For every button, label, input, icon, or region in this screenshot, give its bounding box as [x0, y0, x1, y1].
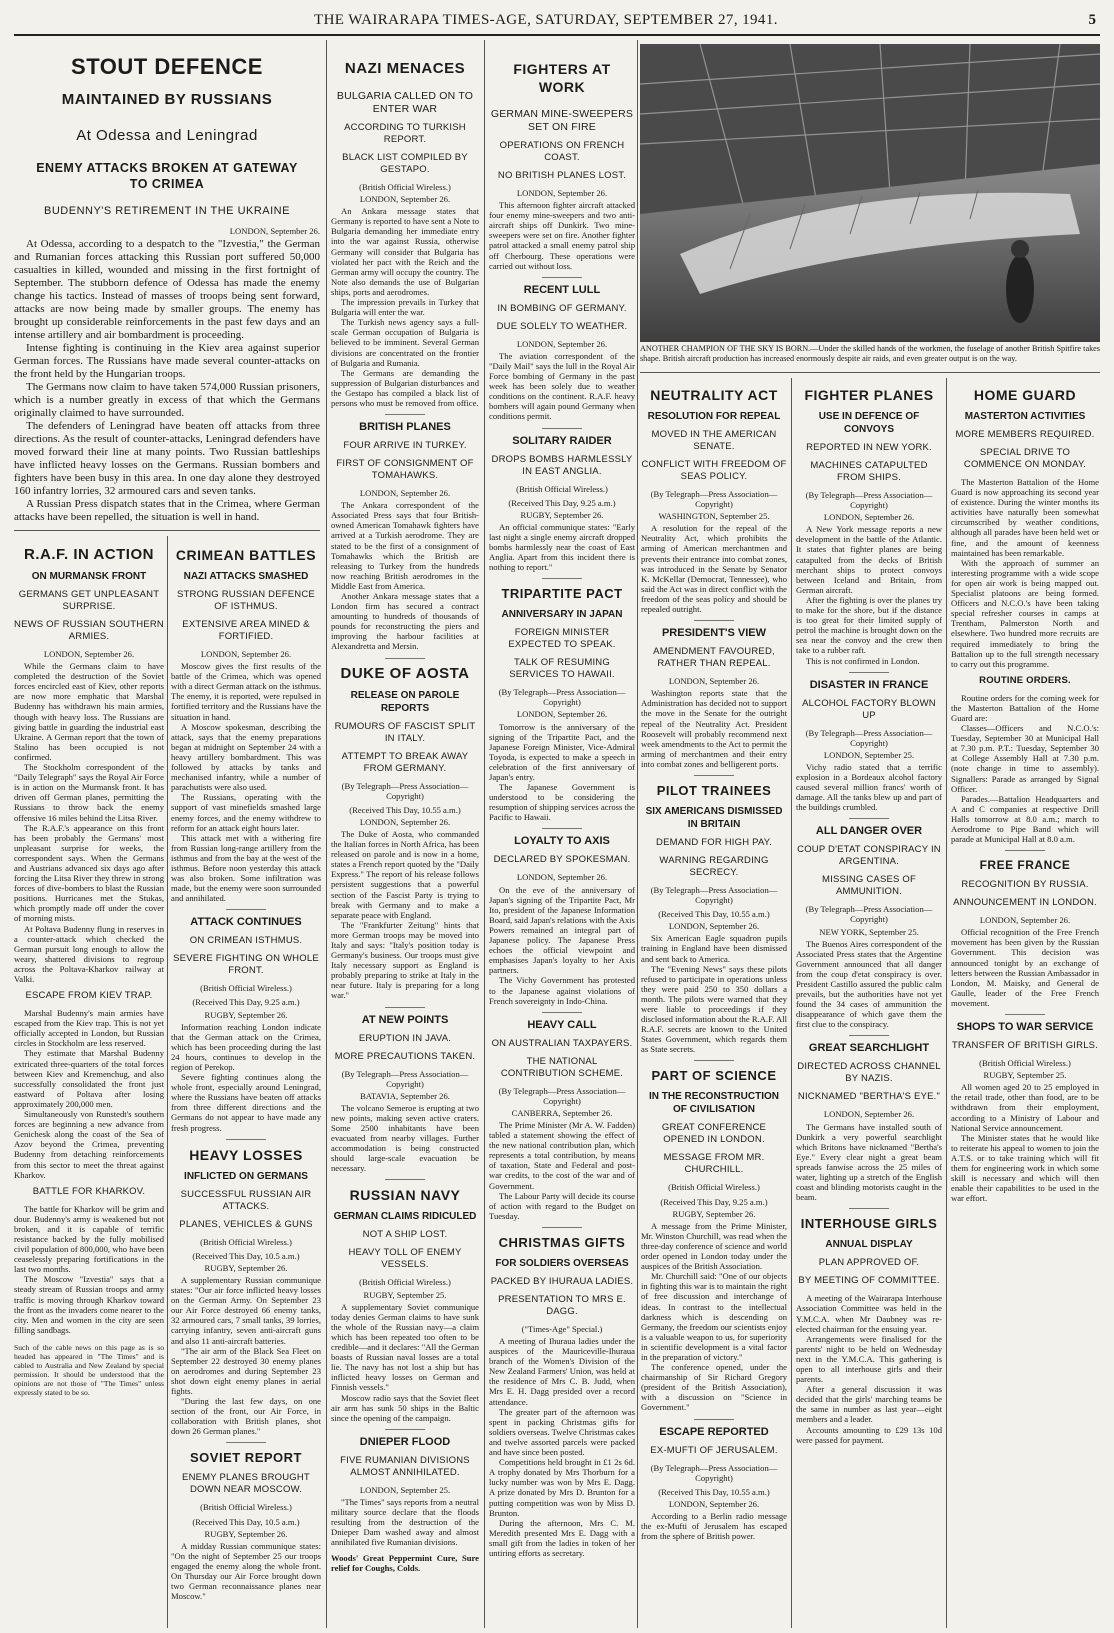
dateline: LONDON, September 26. — [43, 649, 135, 659]
paragraph: Arrangements were finalised for the parents' night to be held on Wednesday next in the Y.M.C.A. This gathering is open to all interhouse girls and their parents. — [796, 1333, 942, 1385]
paragraph: At Odessa, according to a despatch to the "Izvestia," the German and Rumanian forces attacking this Russian port suffered 50,000 casualties in killed, wounded and missing in the first fortnight of September. The stubborn defence of Odessa has made the enemy change his tactics. Instead of masses of troops being sent forward, attacks are now being made by smaller groups. The enemy has brought up considerable reinforcements in the past few days and an intense artillery and air bombardment is proceeding. — [14, 238, 320, 342]
headline: DISASTER IN FRANCE — [809, 678, 929, 691]
paragraph: A supplementary Russian communique states: "Our air force inflicted heavy losses on the German Army. On September 23 our Air Force destroyed 66 enemy tanks, 32 armoured cars, 7 small tanks, 39 lorries, carrying infantry, seven anti-aircraft guns and also 11 anti-aircraft batteries. — [171, 1274, 321, 1346]
subheadline: MORE PRECAUTIONS TAKEN. — [334, 1050, 476, 1062]
article-crimean-battles — [171, 536, 321, 1628]
subheadline: RELEASE ON PAROLE REPORTS — [350, 689, 460, 714]
subheadline: BULGARIA CALLED ON TO ENTER WAR — [336, 90, 474, 115]
dateline: NEW YORK, September 25. — [819, 926, 919, 937]
paragraph: Moscow gives the first results of the battle of the Crimea, which was opened with a direct German attack on the isthmus. The enemy, it is reported, were repulsed in fortified territory and the Russians have the situation in hand. — [171, 661, 321, 722]
paragraph: Tomorrow is the anniversary of the signing of the Tripartite Pact, and the Japanese Foreign Minister, Vice-Admiral Toyoda, is expected to make a speech in celebration of the first anniversary of Japan's entry. — [489, 721, 635, 782]
headline: NAZI MENACES — [344, 60, 466, 77]
headline: RUSSIAN NAVY — [349, 1187, 461, 1204]
dateline: RUGBY, September 26. — [204, 1528, 288, 1539]
paragraph: The Germans are demanding the suppression of Bulgarian disturbances and the Gestapo has compiled a black list of persons who must be removed from office. — [331, 367, 479, 408]
headline: ATTACK CONTINUES — [190, 916, 302, 929]
paragraph: The Germans now claim to have taken 574,000 Russian prisoners, which is a number greatly in excess of that which the Germans originally claimed to have surrounded. — [14, 381, 320, 420]
dateline: RUGBY, September 26. — [204, 1262, 288, 1273]
byline: (British Official Wireless.) — [359, 1277, 451, 1288]
headline: GREAT SEARCHLIGHT — [808, 1042, 930, 1055]
article-fighter-planes — [796, 378, 942, 1628]
headline: DUKE OF AOSTA — [340, 664, 470, 682]
subheadline: DECLARED BY SPOKESMAN. — [493, 854, 631, 866]
article-raf-in-action — [14, 536, 164, 1628]
subheadline: STRONG RUSSIAN DEFENCE OF ISTHMUS. — [177, 589, 315, 612]
paragraph: Intense fighting is continuing in the Kiev area against superior German forces. The Russians have made several counter-attacks on the front held by the Hungarian troops. — [14, 342, 320, 381]
subheadline: NEWS OF RUSSIAN SOUTHERN ARMIES. — [14, 619, 164, 642]
paragraph: Severe fighting continues along the whole front, especially around Leningrad, where the Russians have beaten off attacks from three different directions and the Germans do not appear to have made any fresh progress. — [171, 1072, 321, 1133]
divider — [849, 1035, 889, 1036]
paragraph: Six American Eagle squadron pupils training in England have been dismissed and sent back to America. — [641, 933, 787, 964]
subheadline: FOR SOLDIERS OVERSEAS — [495, 1257, 629, 1269]
divider — [542, 1227, 582, 1228]
subheadline: DROPS BOMBS HARMLESSLY IN EAST ANGLIA. — [491, 453, 633, 477]
column-rule — [637, 40, 638, 1628]
byline: (Received This Day, 10.55 a.m.) — [658, 1486, 770, 1497]
paragraph: The Japanese Government is understood to be considering the resumption of shipping services across the Pacific to Hawaii. — [489, 782, 635, 823]
subheadline: FIVE RUMANIAN DIVISIONS ALMOST ANNIHILATED. — [340, 1454, 470, 1478]
paragraph: "The Times" says reports from a neutral military source declare that the floods resulting from the destruction of the Dnieper Dam washed away and almost annihilated five Rumanian divisions. — [331, 1496, 479, 1548]
paragraph: After a general discussion it was decided that the girls' marching teams be the same in number as last year—eight members and a leader. — [796, 1384, 942, 1425]
divider — [542, 1012, 582, 1013]
paragraph: A meeting of the Wairarapa Interhouse Association Committee was held in the Y.M.C.A. when Mr Daubney was re-elected chairman for the ensuing year. — [796, 1293, 942, 1334]
subheadline: OPERATIONS ON FRENCH COAST. — [499, 140, 625, 163]
divider — [694, 620, 734, 621]
paragraph: A resolution for the repeal of the Neutrality Act, which prohibits the arming of American merchantmen and prevents their entrance into combat zones, was introduced in the Senate by Senator K. McKellar (Democrat, Tennessee), who said the Act was in direct conflict with the freedom of the seas policy and should be repealed outright. — [641, 523, 787, 615]
subheadline: BATTLE FOR KHARKOV. — [32, 1185, 146, 1197]
divider — [694, 1419, 734, 1420]
divider — [1005, 1014, 1045, 1015]
subheadline: MACHINES CATAPULTED FROM SHIPS. — [810, 460, 928, 483]
paragraph: Another Ankara message states that a London firm has secured a contract amounting to hundreds of thousands of pounds for reconstructing the piers and improving the harbour facilities at Alexandretta and Mersin. — [331, 591, 479, 652]
byline: (British Official Wireless.) — [979, 1058, 1071, 1069]
column-rule — [484, 40, 485, 1628]
subheadline: RECOGNITION BY RUSSIA. — [961, 879, 1089, 891]
byline: (British Official Wireless.) — [200, 1236, 292, 1247]
dateline: CANBERRA, September 26. — [511, 1107, 613, 1118]
article-stout-defence — [14, 40, 320, 526]
paragraph: A Moscow spokesman, describing the attack, says that the enemy preparations began at midnight on September 24 with a heavy artillery bombardment. This was followed by attacks by tanks and mechanised infantry, while a number of parachutists were also used. — [171, 721, 321, 793]
photo-caption: ANOTHER CHAMPION OF THE SKY IS BORN.—Under the skilled hands of the workmen, the fuselage of another British Spitfire takes shape. British aircraft production has increased enormously despite air raids, and even greater output is on the way. — [640, 344, 1100, 363]
paragraph: According to a Berlin radio message the ex-Mufti of Jerusalem has escaped from the sphere of British power. — [641, 1510, 787, 1542]
paragraph: The conference opened, under the chairmanship of Sir Richard Gregory (president of the British Association), with a discussion on "Science in Government." — [641, 1362, 787, 1413]
paragraph: At Poltava Budenny flung in reserves in a counter-attack which checked the German pursuit long enough to allow the weary, shattered divisions to regroup across the Poltava-Kharkov railway at Valki. — [14, 923, 164, 984]
byline: (By Telegraph—Press Association—Copyright) — [650, 489, 778, 510]
paragraph: The Labour Party will decide its course of action with regard to the Budget on Tuesday. — [489, 1190, 635, 1221]
byline: (By Telegraph—Press Association—Copyright) — [498, 687, 626, 708]
byline: (Received This Day, 10.55 a.m.) — [349, 804, 461, 815]
subheadline: FIRST OF CONSIGNMENT OF TOMAHAWKS. — [336, 458, 474, 482]
paragraph: The Germans have installed south of Dunkirk a very powerful searchlight which Britons have nicknamed "Bertha's Eye." Every clear night a great beam spreads fanwise across the 25 miles of water, lighting up a stretch of the English coast and blinding motorists caught in the beam. — [796, 1121, 942, 1203]
paragraph: The Russians, operating with the support of vast minefields smashed large enemy forces, and the enemy withdrew to reform for an attack eight hours later. — [171, 792, 321, 833]
dateline: LONDON, September 26. — [516, 709, 608, 720]
subheadline: BUDENNY'S RETIREMENT IN THE UKRAINE — [44, 205, 290, 217]
paragraph: Official recognition of the Free French movement has been given by the Russian Government. This decision was announced tonight by an exchange of letters between the Russian Ambassador in London, M. Maisky, and General de Gaulle, leader of the Free French movement. — [951, 927, 1099, 1008]
dateline: LONDON, September 26. — [359, 488, 451, 499]
subheadline: REPORTED IN NEW YORK. — [806, 442, 932, 453]
dateline: WASHINGTON, September 25. — [658, 511, 770, 522]
subheadline: CONFLICT WITH FREEDOM OF SEAS POLICY. — [641, 459, 787, 482]
divider — [694, 1060, 734, 1061]
dateline: LONDON, September 26. — [516, 188, 608, 198]
column-rule — [791, 378, 792, 1628]
subheadline: SIX AMERICANS DISMISSED IN BRITAIN — [645, 805, 783, 830]
column-rule — [326, 40, 327, 1628]
byline: (By Telegraph—Press Association—Copyright) — [805, 490, 933, 511]
paragraph: The Moscow "Izvestia" says that a steady stream of Russian troops and army traffic is moving through Kharkov toward the front as the invaders come nearer to the city. Men and women in the city are seen filling sandbags. — [14, 1274, 164, 1335]
subheadline: PRESENTATION TO MRS E. DAGG. — [498, 1293, 626, 1317]
byline: (Received This Day, 10.55 a.m.) — [658, 909, 770, 920]
dateline: LONDON, September 26. — [668, 921, 760, 932]
paragraph: While the Germans claim to have completed the destruction of the Soviet forces encircled east of Kiev, other reports are now more emphatic that Marshal Budenny has withdrawn his main armies, though with heavy loss. The Russians are giving battle in guarding the industrial east Ukraine. A German report that the town of Stalino has been occupied is not confirmed. — [14, 661, 164, 762]
paragraph: An official communique states: "Early last night a single enemy aircraft dropped bombs harmlessly near the coast of East Anglia. Apart from this incident there is nothing to report." — [489, 521, 635, 573]
paragraph: The R.A.F.'s appearance on this front has been probably the Germans' most unpleasant surprise for weeks, the correspondent says. When the Germans and Austrians advanced six days ago after forcing the Litsa River they threw in strong forces of dive-bombers to blast the Russian positions. Hurricanes met the Stukas, which promptly made off under the cover of morning mists. — [14, 822, 164, 924]
masthead-title: THE WAIRARAPA TIMES-AGE, SATURDAY, SEPTEMBER 27, 1941. — [314, 12, 778, 28]
divider — [640, 372, 1100, 373]
dateline: LONDON, September 26. — [516, 338, 608, 349]
page-number: 5 — [1088, 12, 1096, 28]
paragraph: The battle for Kharkov will be grim and dour. Budenny's army is weakened but not broken, and it is capable of terrific resistance backed by the fully mobilised civil population of 800,000, who have been ceaselessly preparing fortifications in the last two months. — [14, 1203, 164, 1275]
divider — [542, 428, 582, 429]
divider — [849, 818, 889, 819]
paragraph: The Duke of Aosta, who commanded the Italian forces in North Africa, has been released on parole and is now in a home, states a French report quoted by the "Daily Express." The report of his release follows persistent suggestions that a powerful section of the Fascist Party is trying to break with Germany and to make a separate peace with England. — [331, 828, 479, 920]
headline: FIGHTER PLANES — [804, 387, 934, 403]
paragraph: A New York message reports a new development in the battle of the Atlantic. It states that fighter planes are being catapulted from the decks of British merchant ships to protect convoys between Iceland and Britain, from German aircraft. — [796, 524, 942, 595]
subheadline: ON MURMANSK FRONT — [31, 571, 147, 582]
subheadline: SEVERE FIGHTING ON WHOLE FRONT. — [173, 953, 319, 977]
headline: HOME GUARD — [973, 387, 1077, 403]
divider — [694, 775, 734, 776]
subheadline: ATTEMPT TO BREAK AWAY FROM GERMANY. — [341, 750, 469, 774]
subheadline: USE IN DEFENCE OF CONVOYS — [818, 411, 920, 435]
headline: AT NEW POINTS — [361, 1013, 449, 1026]
subheadline: BLACK LIST COMPILED BY GESTAPO. — [342, 152, 468, 175]
subheadline: AMENDMENT FAVOURED, RATHER THAN REPEAL. — [653, 646, 775, 670]
subheadline: DEMAND FOR HIGH PAY. — [656, 836, 772, 848]
paragraph: The Buenos Aires correspondent of the Associated Press states that the Argentine Government announced that all danger from the coup d'etat conspiracy is over. President Castillo assured the public calm prevails, but the authorities have not yet found the 34 cases of ammunition the disappearance of which gave them the first clue to the conspiracy. — [796, 938, 942, 1030]
paragraph: They estimate that Marshal Budenny extricated three-quarters of the total forces between Kiev and Kremenchug, and also successfully consolidated the front just eastward of Poltava after losing approximately 200,000 men. — [14, 1048, 164, 1109]
subheadline: PLAN APPROVED OF. — [818, 1257, 920, 1269]
headline: FREE FRANCE — [979, 858, 1071, 873]
divider — [385, 658, 425, 659]
paragraph: On the eve of the anniversary of Japan's signing of the Tripartite Pact, Mr Ito, president of the Japanese Information Board, said Japan's relations with the Axis Powers remained an integral part of Japanese policy. The Japanese Press echoes the official viewpoint and emphasises Japan's loyalty to her Axis partners. — [489, 884, 635, 976]
dateline: RUGBY, September 26. — [672, 1208, 756, 1219]
dateline: LONDON, September 25. — [823, 749, 915, 760]
paragraph: Mr. Churchill said: "One of our objects in fighting this war is to maintain the right of free discussion and interchange of ideas. In contrast to the intellectual darkness which is descending on Germany, the freedom our scientists enjoy is a valuable weapon to us, for superiority in scientific development is a vital factor in the preparation of victory." — [641, 1271, 787, 1362]
paragraph: Vichy radio stated that a terrific explosion in a Bordeaux alcohol factory caused several million francs' worth of damage. All the tanks blew up and part of the buildings crumbled. — [796, 761, 942, 813]
paragraph: This afternoon fighter aircraft attacked four enemy mine-sweepers and two anti-aircraft ships off Dunkirk. Two mine-sweepers were set on fire. Another fighter patrol attacked a small enemy patrol ship off Cherbourg. These operations were carried out without loss. — [489, 200, 635, 271]
divider — [226, 909, 266, 910]
divider — [226, 1442, 266, 1443]
paragraph: The Turkish news agency says a full-scale German occupation of Bulgaria is believed to be imminent. Several German divisions are concentrated on the frontier of Bulgaria and Rumania. — [331, 317, 479, 368]
byline: (By Telegraph—Press Association—Copyright) — [650, 1462, 778, 1483]
divider — [849, 1208, 889, 1209]
article-neutrality-act — [641, 378, 787, 1628]
subheadline: FOUR ARRIVE IN TURKEY. — [343, 440, 467, 452]
subheadline: COUP D'ETAT CONSPIRACY IN ARGENTINA. — [797, 844, 941, 868]
dateline: LONDON, September 26. — [668, 1498, 760, 1509]
divider — [385, 414, 425, 415]
subheadline: SPECIAL DRIVE TO COMMENCE ON MONDAY. — [963, 447, 1087, 470]
byline: (By Telegraph—Press Association—Copyright) — [498, 1085, 626, 1106]
headline: TRIPARTITE PACT — [501, 586, 623, 602]
subheadline: TRANSFER OF BRITISH GIRLS. — [951, 1040, 1099, 1052]
headline: ESCAPE REPORTED — [659, 1425, 769, 1438]
subheadline: MORE MEMBERS REQUIRED. — [955, 429, 1095, 440]
dateline: LONDON, September 26. — [359, 816, 451, 827]
paragraph: The impression prevails in Turkey that Bulgaria will enter the war. — [331, 297, 479, 318]
paragraph: This is not confirmed in London. — [806, 655, 920, 666]
subheadline: WARNING REGARDING SECRECY. — [659, 854, 769, 878]
paragraph: An Ankara message states that Germany is reported to have sent a Note to Bulgaria demanding her immediate entry into the war against Russia, otherwise Germany will consider that Bulgaria has violated her pact with the Reich and the German army will occupy the country. The Note also demands the use of Bulgarian ships, ports and aerodromes. — [331, 206, 479, 297]
divider — [14, 530, 320, 531]
paragraph: "During the last few days, on one section of the front, our Air Force, in collaboration with British planes, shot down 26 German planes." — [171, 1396, 321, 1437]
subheadline: PACKED BY IHURAUA LADIES. — [490, 1275, 634, 1287]
divider — [226, 1139, 266, 1140]
dateline: LONDON, September 26. — [823, 1109, 915, 1120]
byline: (Received This Day, 10.5 a.m.) — [192, 1250, 300, 1261]
headline: STOUT DEFENCE — [71, 54, 263, 79]
subheadline: MESSAGE FROM MR. CHURCHILL. — [663, 1152, 765, 1176]
subheadline: MASTERTON ACTIVITIES — [964, 411, 1086, 422]
subheadline: NOT A SHIP LOST. — [362, 1229, 448, 1241]
paragraph: Moscow radio says that the Soviet fleet air arm has sunk 50 ships in the Baltic since the opening of the campaign. — [331, 1392, 479, 1423]
paragraph: Routine orders for the coming week for the Masterton Battalion of the Home Guard are: — [951, 692, 1099, 723]
byline: (By Telegraph—Press Association—Copyright) — [341, 780, 469, 801]
headline: HEAVY CALL — [527, 1018, 597, 1031]
article-fighters-at-work — [489, 40, 635, 1628]
subheadline: PLANES, VEHICLES & GUNS — [179, 1218, 313, 1230]
subheadline: GERMANS GET UNPLEASANT SURPRISE. — [18, 589, 160, 612]
dateline: LONDON, September 26. — [200, 649, 292, 659]
subheadline: ACCORDING TO TURKISH REPORT. — [344, 122, 466, 145]
headline: CHRISTMAS GIFTS — [498, 1234, 626, 1250]
subheadline: EXTENSIVE AREA MINED & FORTIFIED. — [182, 619, 310, 642]
dateline: BATAVIA, September 26. — [360, 1090, 450, 1101]
subheadline: BY MEETING OF COMMITTEE. — [798, 1275, 940, 1287]
paragraph: All women aged 20 to 25 employed in the retail trade, other than food, are to be withdrawn from their employment, according to a Ministry of Labour and National Service announcement. — [951, 1082, 1099, 1133]
divider — [385, 1179, 425, 1180]
subheadline: GERMAN MINE-SWEEPERS SET ON FIRE — [490, 108, 634, 133]
headline: ALL DANGER OVER — [815, 825, 923, 838]
paragraph: A midday Russian communique states: "On the night of September 25 our troops engaged the enemy along the whole front. On Thursday our Air Force brought down two German reconnaissance planes near Moscow." — [171, 1540, 321, 1602]
dateline: LONDON, September 26. — [516, 872, 608, 883]
paragraph: The Prime Minister (Mr A. W. Fadden) tabled a statement showing the effect of the new national contribution plan, which represents a total contribution, by means of taxation, State and Federal and post-war credits, to the cost of the war and of Government. — [489, 1119, 635, 1191]
paragraph: The Masterton Battalion of the Home Guard is now approaching its second year of existence. During the winter months its activities have naturally been somewhat circumscribed by weather conditions, although all parades have been held wet or fine, and the amount of keenness maintained has been remarkable. — [951, 477, 1099, 558]
dateline: RUGBY, September 25. — [363, 1289, 447, 1300]
divider — [1005, 850, 1045, 851]
subheadline: EX-MUFTI OF JERUSALEM. — [650, 1444, 778, 1456]
subheadline: ENEMY ATTACKS BROKEN AT GATEWAY TO CRIMEA — [36, 161, 298, 191]
column-rule — [167, 536, 168, 1628]
byline: (British Official Wireless.) — [359, 182, 451, 192]
divider — [542, 828, 582, 829]
subheadline: ROUTINE ORDERS. — [979, 674, 1071, 686]
paragraph: A meeting of Ihuraua ladies under the auspices of the Mauriceville-Ihuraua branch of the Women's Division of the New Zealand Farmers' Union, was held at the residence of Mrs C. B. Judd, when Mrs E. H. Dagg presided over a record attendance. — [489, 1336, 635, 1407]
subheadline: INFLICTED ON GERMANS — [184, 1170, 308, 1182]
headline: CRIMEAN BATTLES — [175, 547, 317, 563]
byline: (British Official Wireless.) — [668, 1182, 760, 1193]
divider — [542, 277, 582, 278]
paragraph: The "Frankfurter Zeitung" hints that more German troops may be moved into Italy and says: "Italy's position today is Germany's business. Our troops must give Italy necessary support as England is probably preparing to strike at Italy in the near future. Italy is preparing for a long war." — [331, 919, 479, 1001]
paragraph: During the afternoon, Mrs C. M. Meredith presented Mrs E. Dagg with a small gift from the ladies in token of her untiring efforts as secretary. — [489, 1517, 635, 1558]
paragraph: This attack met with a withering fire from Russian long-range artillery from the isthmus and from the bay at the west of the isthmus. Before noon yesterday this attack was also broken. Some infiltration was made, but the enemy were soon surrounded and annihilated. — [171, 832, 321, 904]
subheadline: ON AUSTRALIAN TAXPAYERS. — [491, 1037, 633, 1049]
paragraph: A supplementary Soviet communique today denies German claims to have sunk the whole of the Russian navy—a claim which has been repeated too often to be credible—and it declares: "All the German boasts of Russian naval losses are a total lie. The navy has not lost a ship but has inflicted heavy losses on German and Finnish vessels." — [331, 1301, 479, 1393]
subheadline: DIRECTED ACROSS CHANNEL BY NAZIS. — [797, 1061, 941, 1085]
byline: (Received This Day, 9.25 a.m.) — [192, 997, 300, 1008]
byline: (Received This Day, 9.25 a.m.) — [508, 497, 616, 508]
headline: LOYALTY TO AXIS — [514, 835, 610, 848]
paragraph: After the fighting is over the planes try to make for the shore, but if the distance is too great for their limited supply of petrol the machine is brought down on the sea near the convoy and the crew then take to a rubber raft. — [796, 594, 942, 656]
dateline: RUGBY, September 25. — [983, 1070, 1067, 1081]
paragraph: Marshal Budenny's main armies have escaped from the Kiev trap. This is not yet officially accepted in London, but Russian circles in Stockholm are less reserved. — [14, 1008, 164, 1049]
subheadline: ON CRIMEAN ISTHMUS. — [189, 935, 303, 947]
subheadline: TALK OF RESUMING SERVICES TO HAWAII. — [509, 657, 615, 681]
article-nazi-menaces — [331, 40, 479, 1628]
byline: (British Official Wireless.) — [200, 1502, 292, 1513]
subheadline: NICKNAMED "BERTHA'S EYE." — [797, 1091, 941, 1103]
masthead — [14, 8, 1100, 36]
headline: SOVIET REPORT — [190, 1450, 302, 1466]
advertisement: Woods' Great Peppermint Cure, Sure relief for Coughs, Colds. — [331, 1553, 479, 1574]
paragraph: The greater part of the afternoon was spent in packing Christmas gifts for soldiers overseas. Twelve Christmas cakes and twelve assorted parcels were packed and have since been posted. — [489, 1406, 635, 1458]
dateline: RUGBY, September 26. — [520, 509, 604, 520]
photo-spitfire-fuselage — [640, 44, 1100, 342]
paragraph: The "Evening News" says these pilots refused to participate in operations unless they were paid 250 to 350 dollars a month. The pilots were warned that they were liable to proceedings if they disclosed information about the R.A.F. All R.A.F. secrets are known to the United States Government, which regards them as State secrets. — [641, 963, 787, 1055]
subheadline: MISSING CASES OF AMMUNITION. — [822, 874, 916, 898]
byline: (Received This Day, 10.5 a.m.) — [192, 1516, 300, 1527]
subheadline: FOREIGN MINISTER EXPECTED TO SPEAK. — [508, 627, 616, 651]
subheadline: ANNIVERSARY IN JAPAN — [501, 609, 623, 621]
photo-illustration — [640, 44, 1100, 342]
subheadline: MOVED IN THE AMERICAN SENATE. — [651, 429, 777, 452]
headline: HEAVY LOSSES — [189, 1146, 303, 1163]
paragraph: With the approach of summer an interesting programme with a wide scope for open air work is being mapped out. Specialist platoons are being formed. Officers and N.C.O.'s have been taking special refresher courses in camps at Trentham, Palmerston North and elsewhere. Two hundred more recruits are required immediately to bring the Battalion up to the full strength necessary to carry out this programme. — [951, 557, 1099, 669]
byline: (British Official Wireless.) — [200, 983, 292, 994]
byline: (Received This Day, 9.25 a.m.) — [660, 1196, 768, 1207]
subheadline: THE NATIONAL CONTRIBUTION SCHEME. — [500, 1055, 624, 1079]
subheadline: ESCAPE FROM KIEV TRAP. — [25, 990, 153, 1002]
paragraph: Competitions held brought in £1 2s 6d. A trophy donated by Mrs Thorburn for a lucky number was won by Mrs E. Dagg. A prize donated by Mrs D. Brunton for a putting competition was won by Miss D. Brunton. — [489, 1457, 635, 1518]
headline: SHOPS TO WAR SERVICE — [956, 1021, 1094, 1034]
headline: FIGHTERS AT WORK — [513, 61, 611, 95]
subheadline: ERUPTION IN JAVA. — [358, 1032, 452, 1044]
divider — [385, 1429, 425, 1430]
paragraph: The volcano Semeroe is erupting at two new points, making seven active craters. Some 2500 inhabitants have been evacuated from nearby villages. Further accommodation is being constructed should large-scale evacuation be necessary. — [331, 1102, 479, 1174]
footnote: Such of the cable news on this page as is so headed has appeared in "The Times" and is cabled to Australia and New Zealand by special permission. It should be understood that the opinions are not those of "The Times" unless expressly stated to be so. — [14, 1342, 164, 1397]
paragraph: Information reaching London indicate that the German attack on the Crimea, which has been proceeding during the last 24 hours, continues to develop in the region of Perekop. — [171, 1021, 321, 1072]
subheadline: MAINTAINED BY RUSSIANS — [61, 91, 273, 108]
divider — [385, 1007, 425, 1008]
dateline: LONDON, September 26. — [979, 915, 1071, 926]
subheadline: SUCCESSFUL RUSSIAN AIR ATTACKS. — [180, 1188, 312, 1212]
byline: (British Official Wireless.) — [516, 483, 608, 494]
headline: PRESIDENT'S VIEW — [661, 627, 767, 640]
subheadline: ANNUAL DISPLAY — [825, 1239, 913, 1251]
headline: SOLITARY RAIDER — [512, 434, 612, 447]
headline: R.A.F. IN ACTION — [24, 546, 154, 563]
subheadline: DUE SOLELY TO WEATHER. — [496, 320, 628, 332]
paragraph: The Minister states that he would like to reiterate his appeal to women to join the A.T.S. or to take training which will fit them for engineering work in which some skill is necessary and which will then enable their capabilities to be used in the war effort. — [951, 1132, 1099, 1204]
dateline: LONDON, September 26. — [668, 676, 760, 687]
subheadline: ANNOUNCEMENT IN LONDON. — [953, 897, 1097, 909]
dateline: LONDON, September 26. — [359, 194, 451, 205]
paragraph: The Ankara correspondent of the Associated Press says that four British-owned American Tomahawk fighters have arrived at a Turkish aerodrome. They are stated to be the first of a consignment of Tomahawks which the British are releasing to Turkey from the hundreds now reaching British aerodromes in the Middle East from America. — [331, 500, 479, 591]
byline: ("Times-Age" Special.) — [521, 1323, 603, 1334]
paragraph: The Stockholm correspondent of the "Daily Telegraph" says the Royal Air Force is in action on the Murmansk front. It has driven off German planes, permitting the Russians to throw back the enemy offensive 16 miles behind the Litsa River. — [14, 762, 164, 823]
subheadline: GREAT CONFERENCE OPENED IN LONDON. — [661, 1122, 767, 1146]
subheadline: ENEMY PLANES BROUGHT DOWN NEAR MOSCOW. — [182, 1472, 310, 1496]
subheadline: RESOLUTION FOR REPEAL — [647, 411, 781, 422]
dateline: LONDON, September 25. — [359, 1484, 451, 1495]
headline: NEUTRALITY ACT — [650, 387, 778, 403]
subheadline: GERMAN CLAIMS RIDICULED — [333, 1211, 477, 1223]
paragraph: Simultaneously von Runstedt's southern forces are beginning a new advance from Genichesk along the coast of the Sea of Azov beyond the Crimea, preventing Budenny from detaching reinforcements from this sector to meet the threat against Kharkov. — [14, 1109, 164, 1180]
byline: (By Telegraph—Press Association—Copyright) — [650, 884, 778, 906]
subheadline: NAZI ATTACKS SMASHED — [183, 571, 309, 582]
paragraph: Accounts amounting to £29 13s 10d were passed for payment. — [796, 1424, 942, 1445]
divider — [849, 672, 889, 673]
paragraph: A message from the Prime Minister, Mr. Winston Churchill, was read when the three-day conference of science and world order opened in London today under the auspices of the British Association. — [641, 1220, 787, 1272]
headline: INTERHOUSE GIRLS — [800, 1216, 938, 1232]
byline: (By Telegraph—Press Association—Copyright) — [805, 904, 933, 925]
paragraph: A Russian Press dispatch states that in the Crimea, where German attacks have been repelled, the situation is well in hand. — [14, 498, 320, 524]
paragraph: The aviation correspondent of the "Daily Mail" says the lull in the Royal Air Force bombing of Germany in the past week has been solely due to weather conditions on the continent. R.A.F. heavy bombers will again pound Germany when conditions permit. — [489, 350, 635, 422]
headline: RECENT LULL — [523, 283, 601, 296]
paragraph: Washington reports state that the Administration has decided not to support the move in the Senate for the outright repeal of the Neutrality Act. President Roosevelt will probably recommend next week amendments to the Act to permit the arming of merchantmen and their entry into combat zones and belligerent ports. — [641, 688, 787, 769]
divider — [542, 578, 582, 579]
headline: PART OF SCIENCE — [651, 1068, 777, 1084]
subheadline: RUMOURS OF FASCIST SPLIT IN ITALY. — [334, 720, 476, 744]
subheadline: NO BRITISH PLANES LOST. — [497, 170, 627, 181]
subheadline: IN THE RECONSTRUCTION OF CIVILISATION — [649, 1091, 779, 1116]
headline: DNIEPER FLOOD — [359, 1435, 451, 1448]
paragraph: The defenders of Leningrad have beaten off attacks from three directions. As the result of counter-attacks, Leningrad defenders have moved forward their line at many points. Two Russian battleships have inflicted heavy losses on the Germans. Russian bombers and fighters have been busy in this area. In one day alone they destroyed 160 infantry lorries, 32 armoured cars and seven tanks. — [14, 420, 320, 498]
column-rule — [946, 378, 947, 1628]
paragraph: Classes—Officers and N.C.O.'s: Tuesday, September 30 at Municipal Hall at 7.30 p.m. P.T.: Tuesday, September 30 at College Assembly Hall at 7.30 p.m. (note change in time to assembly). Signallers: Parade as arranged by Signal Officer. — [951, 723, 1099, 794]
dateline: LONDON, September 26. — [229, 226, 320, 237]
dateline: RUGBY, September 26. — [204, 1009, 288, 1020]
subheadline: At Odessa and Leningrad — [76, 127, 258, 144]
headline: BRITISH PLANES — [359, 421, 451, 434]
paragraph: "The air arm of the Black Sea Fleet on September 22 destroyed 30 enemy planes on aerodromes and during September 23 shot down eight enemy planes in aerial fights. — [171, 1345, 321, 1396]
headline: PILOT TRAINEES — [656, 782, 772, 798]
subheadline: HEAVY TOLL OF ENEMY VESSELS. — [348, 1247, 462, 1271]
paragraph: The Vichy Government has protested to the Japanese against violations of French sovereignty in Indo-China. — [489, 975, 635, 1006]
dateline: LONDON, September 26. — [823, 512, 915, 523]
article-home-guard — [951, 378, 1099, 1628]
byline: (By Telegraph—Press Association—Copyright) — [805, 727, 933, 748]
subheadline: ALCOHOL FACTORY BLOWN UP — [802, 697, 936, 721]
paragraph: Parades.—Battalion Headquarters and A and C companies at respective Drill Halls tomorrow at 8.0 a.m.; march to Aerodrome to Pipe Band which will parade at Municipal Hall at 8.0 a.m. — [951, 793, 1099, 845]
subheadline: IN BOMBING OF GERMANY. — [497, 302, 627, 314]
byline: (By Telegraph—Press Association—Copyright) — [341, 1068, 469, 1089]
